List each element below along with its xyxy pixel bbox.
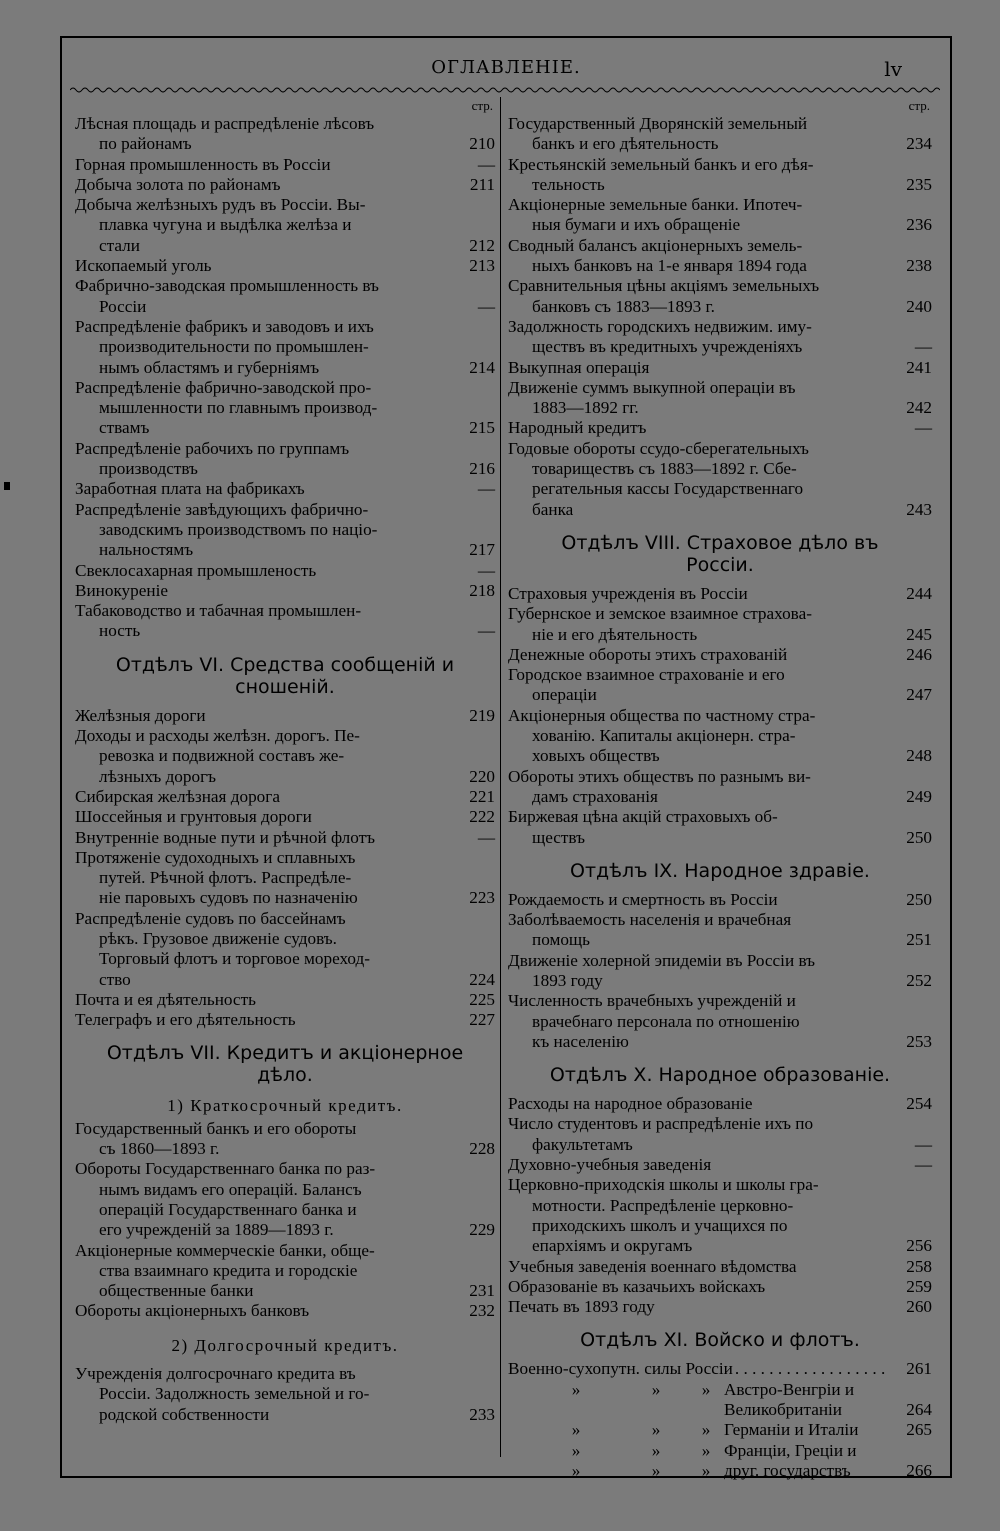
- entry-title: Движеніе суммъ выкупной операціи въ 1883—1892 гг. . . .: [508, 378, 888, 419]
- entry-title: Государственный Дворянскій земельный банкъ и его дѣятельность . . .: [508, 114, 888, 155]
- entry-title: Печать въ 1893 году . . .: [508, 1297, 888, 1317]
- entry-title: Фабрично-заводская промышленность въ Россіи . . .: [75, 276, 451, 317]
- entry-page: —: [914, 1155, 932, 1175]
- toc-entry[interactable]: [508, 645, 932, 665]
- entry-title: Добыча желѣзныхъ рудъ въ Россіи. Вы- плавка чугуна и выдѣлка желѣза и стали . . .: [75, 195, 451, 256]
- entry-page: —: [477, 560, 495, 580]
- entry-title: Желѣзныя дороги . . .: [75, 706, 451, 726]
- section-heading-line: Отдѣлъ XI. Войско и флотъ.: [580, 1329, 860, 1352]
- toc-entry[interactable]: [508, 665, 932, 706]
- toc-entry[interactable]: [75, 601, 495, 642]
- entry-page: 266: [906, 1460, 932, 1480]
- spacer: [508, 1420, 536, 1440]
- toc-entry[interactable]: [508, 991, 932, 1052]
- entry-page: 264: [906, 1400, 932, 1420]
- entry-title: Военно-сухопутн. силы Россіи . . .: [508, 1359, 888, 1379]
- margin-mark: [4, 482, 10, 490]
- entry-title: Задолжность городскихъ недвижим. иму- ществъ въ кредитныхъ учрежденіяхъ . . .: [508, 317, 888, 358]
- toc-entry[interactable]: [75, 909, 495, 990]
- entry-page: —: [477, 296, 495, 316]
- entry-title: Винокуреніе . . .: [75, 581, 451, 601]
- entry-page: 252: [906, 970, 932, 990]
- toc-entry[interactable]: [75, 1159, 495, 1240]
- toc-group: [75, 1364, 495, 1425]
- entry-page: 229: [469, 1220, 495, 1240]
- entry-page: 223: [469, 888, 495, 908]
- entry-page: 219: [469, 705, 495, 725]
- toc-entry[interactable]: [508, 1297, 932, 1317]
- entry-title: Денежные обороты этихъ страхованій . . .: [508, 645, 888, 665]
- entry-title: Добыча золота по районамъ . . .: [75, 175, 451, 195]
- ditto-mark: »: [701, 1460, 711, 1480]
- entry-page: 225: [469, 989, 495, 1009]
- entry-page: 244: [906, 583, 932, 603]
- toc-entry[interactable]: [508, 1155, 932, 1175]
- page-column-header: стр.: [471, 98, 493, 113]
- page-number: lv: [884, 57, 902, 81]
- section-heading: [508, 1064, 932, 1086]
- toc-entry[interactable]: [508, 378, 932, 419]
- toc-entry[interactable]: [508, 236, 932, 277]
- ditto-mark: »: [701, 1420, 711, 1440]
- subsection-heading: 1) Краткосрочный кредитъ.: [167, 1096, 403, 1116]
- section-heading-line: Россіи.: [686, 553, 754, 576]
- section-heading-line: Отдѣлъ VI. Средства сообщеній и: [115, 653, 455, 676]
- entry-page: —: [477, 827, 495, 847]
- country-label: Австро-Венгріи и Великобританіи: [724, 1379, 855, 1420]
- entry-page: 215: [469, 418, 495, 438]
- entry-page: 222: [469, 807, 495, 827]
- toc-entry[interactable]: [75, 726, 495, 787]
- entry-title: Духовно-учебныя заведенія . . .: [508, 1155, 888, 1175]
- entry-page: 259: [906, 1276, 932, 1296]
- entry-title: Образованіе въ казачьихъ войскахъ . . .: [508, 1277, 888, 1297]
- entry-page: 236: [906, 215, 932, 235]
- toc-group: [508, 584, 932, 848]
- entry-title: Учрежденія долгосрочнаго кредита въ Россіи. Задолжность земельной и го- родской собственности . . .: [75, 1364, 451, 1425]
- entry-page: 221: [469, 786, 495, 806]
- toc-entry[interactable]: [75, 195, 495, 256]
- spacer: [508, 1441, 536, 1461]
- wavy-rule: [70, 85, 940, 95]
- entry-page: 238: [906, 256, 932, 276]
- toc-entry[interactable]: [508, 418, 932, 438]
- entry-title: Шоссейныя и грунтовыя дороги . . .: [75, 807, 451, 827]
- entry-title: Заболѣваемость населенія и врачебная помощь . . .: [508, 910, 888, 951]
- toc-entry[interactable]: [75, 848, 495, 909]
- entry-title: Церковно-приходскія школы и школы гра- мотности. Распредѣленіе церковно- приходскихъ школъ и учащихся по епархіямъ и округамъ . . .: [508, 1175, 888, 1256]
- entry-title: Свеклосахарная промышленость . . .: [75, 561, 451, 581]
- entry-page: 265: [906, 1420, 932, 1440]
- entry-page: 243: [906, 499, 932, 519]
- toc-entry[interactable]: [75, 175, 495, 195]
- entry-title: Почта и ея дѣятельность . . .: [75, 990, 451, 1010]
- ditto-mark: »: [651, 1379, 661, 1399]
- ditto-mark: »: [701, 1440, 711, 1460]
- toc-entry[interactable]: [75, 828, 495, 848]
- page-column-header: стр.: [908, 98, 930, 113]
- ditto-mark: »: [701, 1379, 711, 1399]
- section-heading: [75, 654, 495, 698]
- entry-page: 247: [906, 685, 932, 705]
- ditto-mark: »: [571, 1440, 581, 1460]
- entry-page: 216: [469, 459, 495, 479]
- entry-page: —: [477, 479, 495, 499]
- entry-page: 232: [469, 1301, 495, 1321]
- page-title: ОГЛАВЛЕНІЕ.: [431, 57, 581, 78]
- entry-title: Крестьянскій земельный банкъ и его дѣя- тельность . . .: [508, 155, 888, 196]
- toc-entry[interactable]: [75, 500, 495, 561]
- section-heading-line: Отдѣлъ VII. Кредитъ и акціонерное: [106, 1042, 464, 1065]
- toc-entry[interactable]: [75, 276, 495, 317]
- section-heading-line: Отдѣлъ VIII. Страховое дѣло въ: [561, 531, 879, 554]
- entry-title: Число студентовъ и распредѣленіе ихъ по факультетамъ . . .: [508, 1114, 888, 1155]
- entry-title: Горная промышленность въ Россіи . . .: [75, 155, 451, 175]
- entry-title: Губернское и земское взаимное страхова- ніе и его дѣятельность . . .: [508, 604, 888, 645]
- entry-page: 224: [469, 969, 495, 989]
- entry-page: 249: [906, 786, 932, 806]
- toc-entry[interactable]: [508, 1277, 932, 1297]
- toc-entry[interactable]: [75, 1364, 495, 1425]
- toc-entry[interactable]: [75, 581, 495, 601]
- entry-title: Численность врачебныхъ учрежденій и врачебнаго персонала по отношенію къ населенію . . .: [508, 991, 888, 1052]
- toc-entry[interactable]: [508, 910, 932, 951]
- entry-title: Государственный банкъ и его обороты съ 1860—1893 г. . . .: [75, 1119, 451, 1160]
- entry-page: 260: [906, 1297, 932, 1317]
- toc-entry[interactable]: [508, 706, 932, 767]
- toc-entry[interactable]: [508, 1094, 932, 1114]
- toc-entry[interactable]: [508, 767, 932, 808]
- entry-page: 256: [906, 1236, 932, 1256]
- toc-group: [508, 1094, 932, 1317]
- ditto-mark: »: [651, 1420, 661, 1440]
- entry-page: 246: [906, 644, 932, 664]
- left-column: [75, 98, 495, 1425]
- toc-entry[interactable]: [75, 807, 495, 827]
- entry-page: 217: [469, 540, 495, 560]
- entry-title: Лѣсная площадь и распредѣленіе лѣсовъ по районамъ . . .: [75, 114, 451, 155]
- entry-page: 220: [469, 766, 495, 786]
- entry-page: 233: [469, 1404, 495, 1424]
- toc-entry[interactable]: [508, 114, 932, 155]
- entry-title: Доходы и расходы желѣзн. дорогъ. Пе- ревозка и подвижной составъ же- лѣзныхъ дорогъ . . .: [75, 726, 451, 787]
- entry-title: Распредѣленіе фабрично-заводской про- мышленности по главнымъ производ- ствамъ . . .: [75, 378, 451, 439]
- toc-entry[interactable]: [508, 317, 932, 358]
- column-divider: [500, 97, 501, 1457]
- entry-title: Акціонерныя общества по частному стра- хованію. Капиталы акціонерн. стра- ховыхъ обществъ . . .: [508, 706, 888, 767]
- entry-page: 211: [469, 174, 495, 194]
- entry-page: 250: [906, 827, 932, 847]
- entry-title: Обороты акціонерныхъ банковъ . . .: [75, 1301, 451, 1321]
- entry-page: —: [914, 1134, 932, 1154]
- entry-page: 253: [906, 1031, 932, 1051]
- entry-page: 234: [906, 134, 932, 154]
- military-row[interactable]: [508, 1380, 932, 1421]
- entry-page: —: [477, 154, 495, 174]
- entry-title: Страховыя учрежденія въ Россіи . . .: [508, 584, 888, 604]
- military-ditto-rows: [508, 1380, 932, 1481]
- entry-title: Выкупная операція . . .: [508, 358, 888, 378]
- toc-entry[interactable]: [508, 1114, 932, 1155]
- entry-title: Распредѣленіе фабрикъ и заводовъ и ихъ производительности по промышлен- нымъ областямъ и губерніямъ . . .: [75, 317, 451, 378]
- entry-page: 218: [469, 580, 495, 600]
- entry-page: 245: [906, 624, 932, 644]
- toc-entry[interactable]: [508, 276, 932, 317]
- toc-entry[interactable]: [508, 584, 932, 604]
- entry-title: Акціонерные земельные банки. Ипотеч- ныя бумаги и ихъ обращеніе . . .: [508, 195, 888, 236]
- entry-title: Внутренніе водные пути и рѣчной флотъ . . .: [75, 828, 451, 848]
- toc-entry[interactable]: [75, 1010, 495, 1030]
- entry-title: Расходы на народное образованіе . . .: [508, 1094, 888, 1114]
- spacer: [508, 1461, 536, 1481]
- toc-group: [75, 706, 495, 1031]
- toc-entry[interactable]: [75, 317, 495, 378]
- toc-entry[interactable]: [508, 951, 932, 992]
- subsection-heading: 2) Долгосрочный кредитъ.: [171, 1335, 399, 1355]
- toc-entry[interactable]: [75, 479, 495, 499]
- entry-title: Обороты Государственнаго банка по раз- нымъ видамъ его операцій. Балансъ операцій Государственнаго банка и его учрежденій за 1889—1893 г. . . .: [75, 1159, 451, 1240]
- entry-title: Табаководство и табачная промышлен- ность . . .: [75, 601, 451, 642]
- country-label: Франціи, Греціи и: [724, 1440, 857, 1460]
- toc-entry[interactable]: [75, 1119, 495, 1160]
- entry-page: 231: [469, 1281, 495, 1301]
- entry-title: Ископаемый уголь . . .: [75, 256, 451, 276]
- entry-page: 210: [469, 134, 495, 154]
- entry-title: Городское взаимное страхованіе и его операціи . . .: [508, 665, 888, 706]
- section-heading-line: Отдѣлъ IX. Народное здравіе.: [570, 859, 870, 882]
- entry-title: Протяженіе судоходныхъ и сплавныхъ путей. Рѣчной флотъ. Распредѣле- ніе паровыхъ судовъ по назначенію . . .: [75, 848, 451, 909]
- entry-title: Сибирская желѣзная дорога . . .: [75, 787, 451, 807]
- toc-entry[interactable]: [75, 378, 495, 439]
- entry-page: 212: [469, 235, 495, 255]
- toc-entry[interactable]: [508, 807, 932, 848]
- entry-title: Движеніе холерной эпидеміи въ Россіи въ 1893 году . . .: [508, 951, 888, 992]
- toc-group: [508, 114, 932, 520]
- toc-entry[interactable]: [75, 706, 495, 726]
- military-row[interactable]: [508, 1441, 932, 1461]
- entry-page: 248: [906, 746, 932, 766]
- entry-title: Заработная плата на фабрикахъ . . .: [75, 479, 451, 499]
- military-row[interactable]: [508, 1461, 932, 1481]
- entry-page: —: [914, 337, 932, 357]
- ditto-mark: »: [651, 1460, 661, 1480]
- toc-entry[interactable]: [75, 114, 495, 155]
- entry-page: 258: [906, 1256, 932, 1276]
- toc-entry[interactable]: [75, 155, 495, 175]
- section-heading: [508, 532, 932, 576]
- toc-group: [75, 114, 495, 642]
- entry-title: Сводный балансъ акціонерныхъ земель- ныхъ банковъ на 1-е января 1894 года . . .: [508, 236, 888, 277]
- entry-page: 227: [469, 1010, 495, 1030]
- toc-entry[interactable]: [75, 439, 495, 480]
- toc-entry[interactable]: [508, 155, 932, 196]
- toc-group: [508, 890, 932, 1052]
- entry-page: 250: [906, 889, 932, 909]
- toc-entry[interactable]: [508, 1257, 932, 1277]
- toc-entry[interactable]: [75, 256, 495, 276]
- entry-page: 213: [469, 256, 495, 276]
- entry-page: 235: [906, 174, 932, 194]
- toc-entry[interactable]: [508, 890, 932, 910]
- toc-entry[interactable]: [508, 1359, 932, 1379]
- page-header: [60, 57, 952, 85]
- entry-title: Распредѣленіе рабочихъ по группамъ производствъ . . .: [75, 439, 451, 480]
- entry-title: Рождаемость и смертность въ Россіи . . .: [508, 890, 888, 910]
- toc-entry[interactable]: [75, 1301, 495, 1321]
- country-label: Германіи и Италіи: [724, 1420, 859, 1440]
- entry-title: Народный кредитъ . . .: [508, 418, 888, 438]
- toc-entry[interactable]: [508, 358, 932, 378]
- ditto-mark: »: [571, 1420, 581, 1440]
- entry-title: Учебныя заведенія военнаго вѣдомства . . .: [508, 1257, 888, 1277]
- country-label: друг. государствъ: [724, 1460, 851, 1480]
- entry-title: Годовые обороты ссудо-сберегательныхъ товариществъ съ 1883—1892 г. Сбе- регательныя кассы Государственнаго банка . . .: [508, 439, 888, 520]
- entry-page: —: [914, 418, 932, 438]
- entry-page: 242: [906, 398, 932, 418]
- entry-title: Распредѣленіе завѣдующихъ фабрично- заводскимъ производствомъ по націо- нальностямъ . . .: [75, 500, 451, 561]
- toc-entry[interactable]: [75, 990, 495, 1010]
- entry-page: 240: [906, 296, 932, 316]
- entry-page: 261: [906, 1359, 932, 1379]
- spacer: [508, 1380, 536, 1421]
- toc-entry[interactable]: [508, 195, 932, 236]
- entry-page: 254: [906, 1094, 932, 1114]
- toc-entry[interactable]: [508, 1175, 932, 1256]
- section-heading: [75, 1042, 495, 1086]
- section-heading-line: дѣло.: [257, 1064, 313, 1087]
- entry-title: Биржевая цѣна акцій страховыхъ об- ществъ . . .: [508, 807, 888, 848]
- section-heading-line: Отдѣлъ X. Народное образованіе.: [549, 1064, 891, 1087]
- entry-title: Распредѣленіе судовъ по бассейнамъ рѣкъ. Грузовое движеніе судовъ. Торговый флотъ и торговое мореход- ство . . .: [75, 909, 451, 990]
- entry-title: Сравнительныя цѣны акціямъ земельныхъ банковъ съ 1883—1893 г. . . .: [508, 276, 888, 317]
- toc-group: [75, 1119, 495, 1322]
- entry-page: 228: [469, 1139, 495, 1159]
- entry-page: 214: [469, 357, 495, 377]
- toc-entry[interactable]: [75, 561, 495, 581]
- ditto-mark: »: [571, 1460, 581, 1480]
- entry-page: 241: [906, 357, 932, 377]
- military-row[interactable]: [508, 1420, 932, 1440]
- toc-entry[interactable]: [75, 1241, 495, 1302]
- entry-title: Акціонерные коммерческіе банки, обще- ства взаимнаго кредита и городскіе общественные банки . . .: [75, 1241, 451, 1302]
- toc-entry[interactable]: [508, 604, 932, 645]
- toc-entry[interactable]: [75, 787, 495, 807]
- ditto-mark: »: [651, 1440, 661, 1460]
- right-column: [508, 98, 932, 1481]
- toc-entry[interactable]: [508, 439, 932, 520]
- entry-title: Обороты этихъ обществъ по разнымъ ви- дамъ страхованія . . .: [508, 767, 888, 808]
- entry-page: —: [477, 621, 495, 641]
- section-heading: [508, 1329, 932, 1351]
- entry-page: 251: [906, 930, 932, 950]
- section-heading: [508, 860, 932, 882]
- ditto-mark: »: [571, 1379, 581, 1399]
- section-heading-line: сношеній.: [235, 675, 335, 698]
- entry-title: Телеграфъ и его дѣятельность . . .: [75, 1010, 451, 1030]
